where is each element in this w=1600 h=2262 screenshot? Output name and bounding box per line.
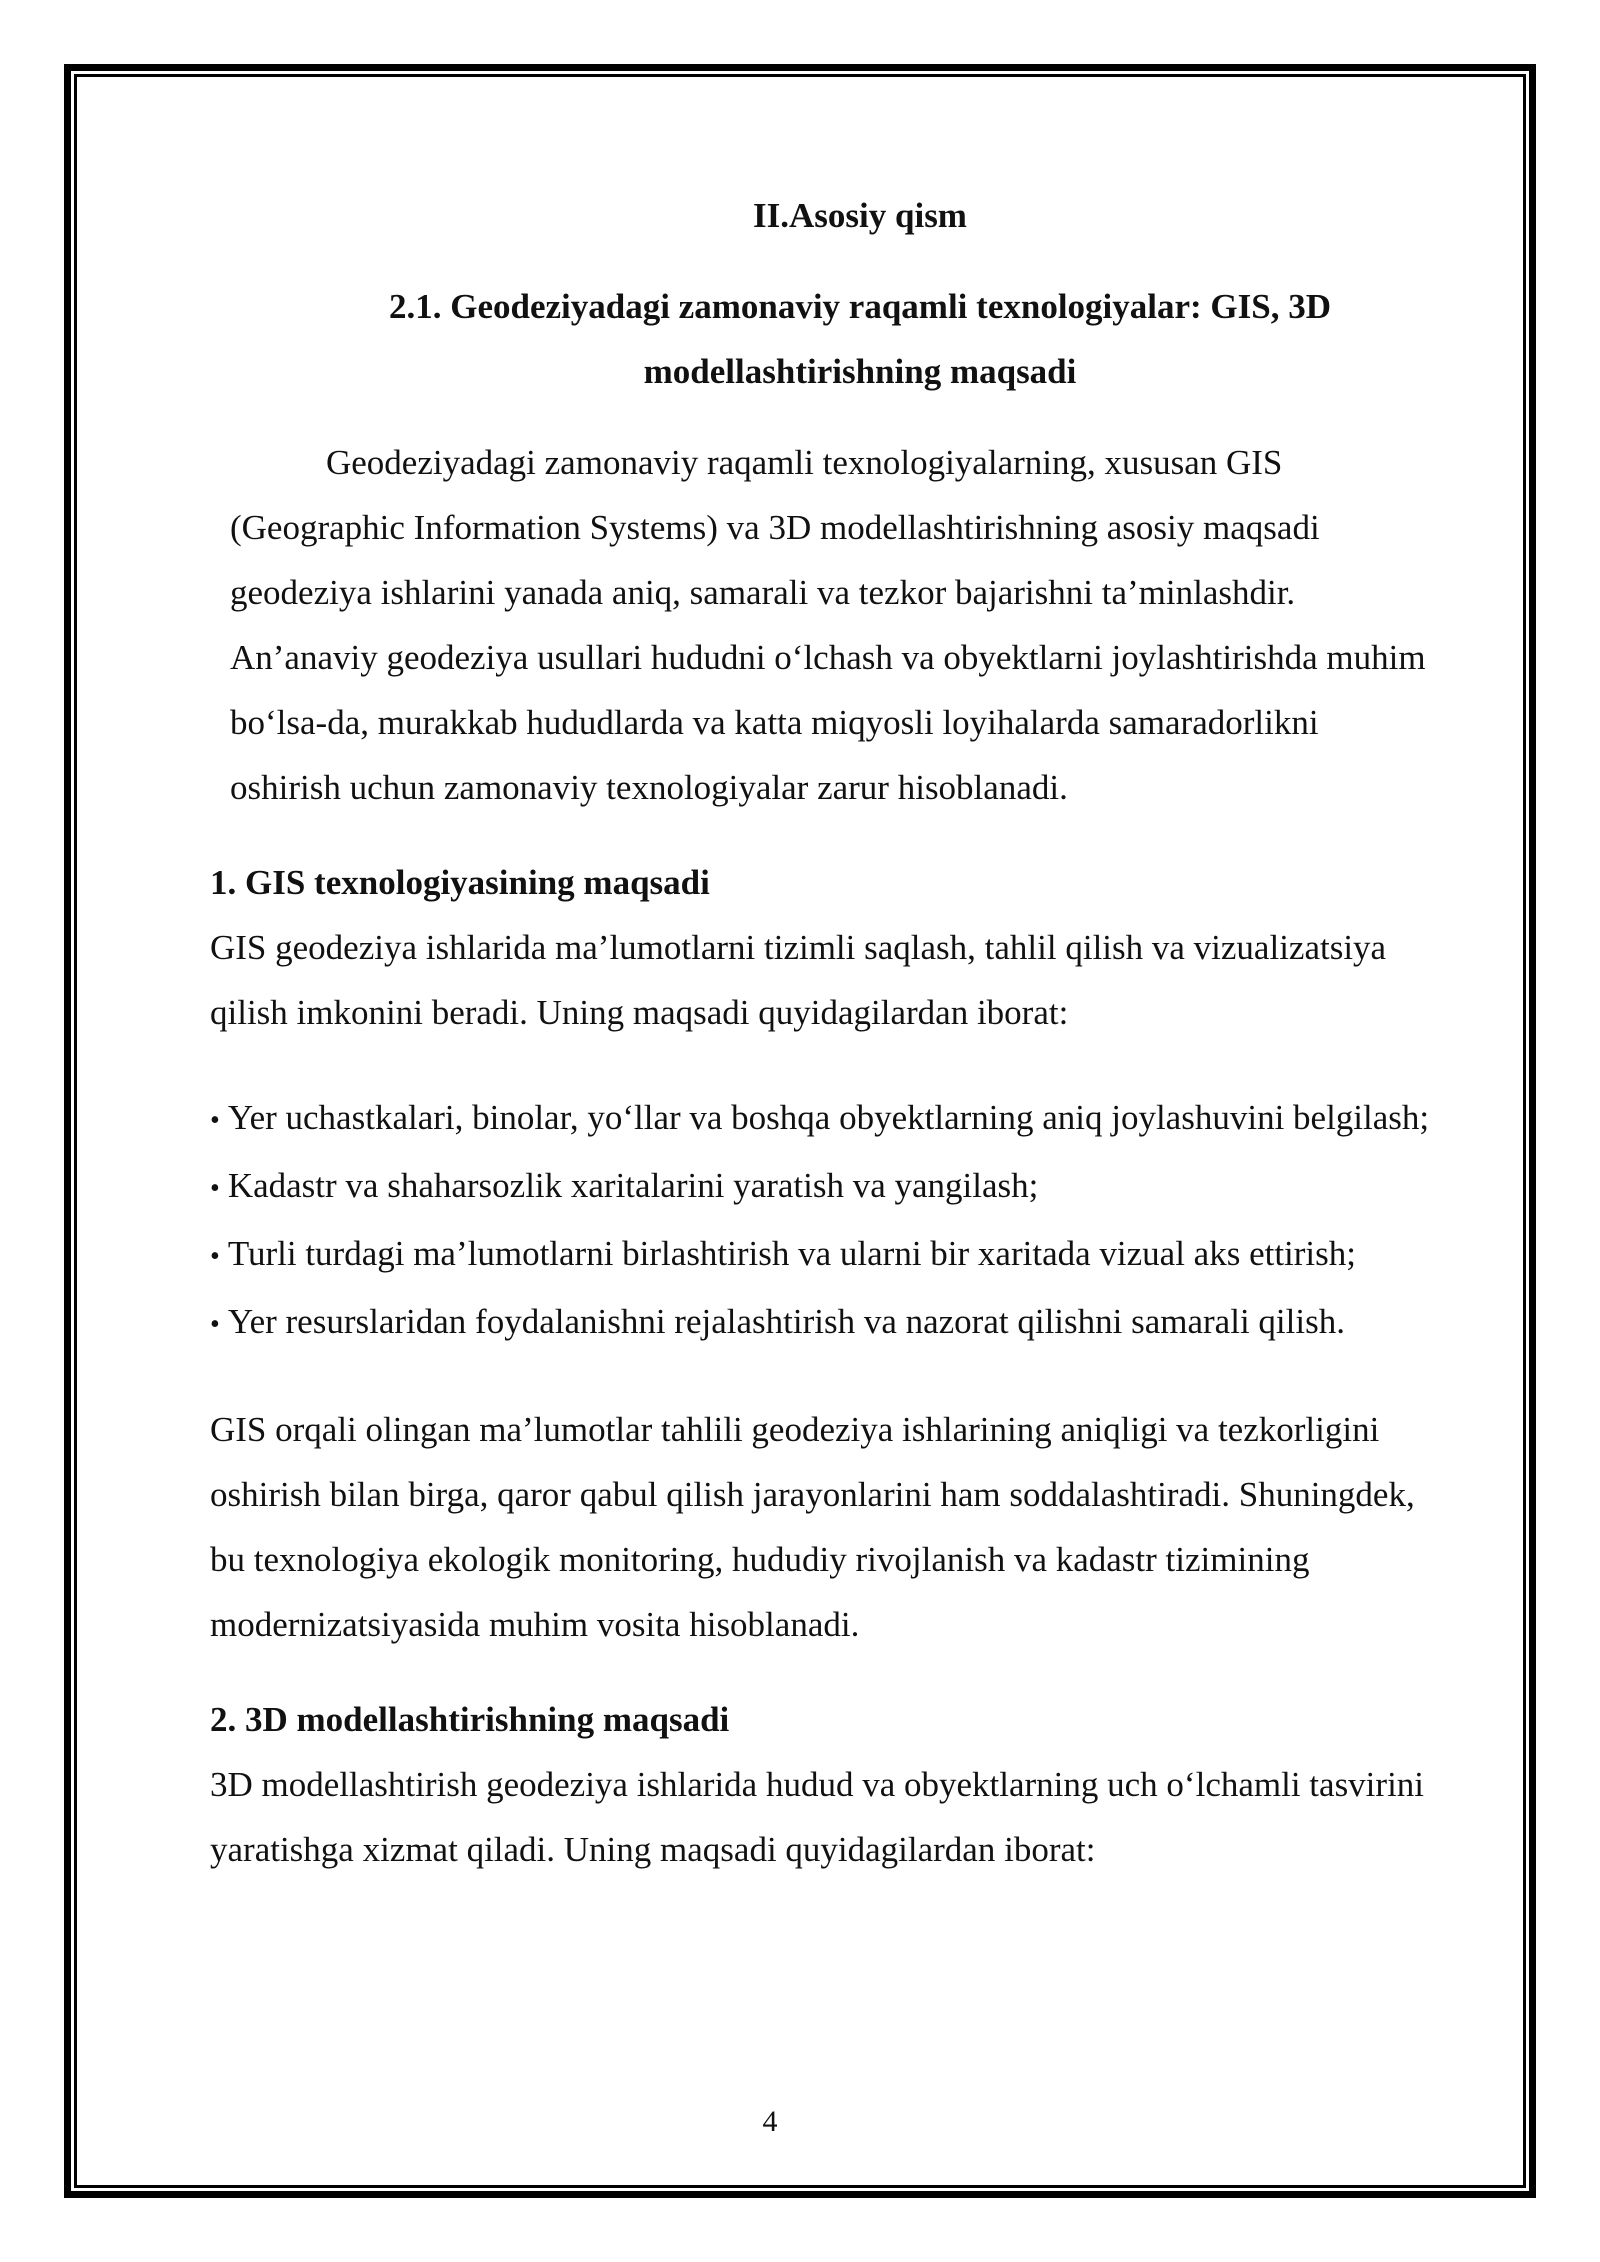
bullet-icon: • [210,1173,220,1204]
bullet-icon: • [210,1309,220,1340]
gis-conclusion-paragraph: GIS orqali olingan ma’lumotlar tahlili geodeziya ishlarining aniqligi va tezkorligini oshirish bilan birga, qaror qabul qilish jarayonlarini ham soddalashtiradi. Shuningdek, bu texnologiya ekologik monitoring, hududiy rivojlanish va kadastr tizimining modernizatsiyasida muhim vosita hisoblanadi. [210,1410,1415,1644]
gis-intro-paragraph: GIS geodeziya ishlarida ma’lumotlarni tizimli saqlash, tahlil qilish va vizualizatsiya qilish imkonini beradi. Uning maqsadi quyidagilardan iborat: [210,928,1387,1032]
list-item [210,1153,1430,1221]
modeling-heading: 2. 3D modellashtirishning maqsadi [210,1700,730,1739]
page-content [210,188,1430,1882]
list-item-text: Yer resurslaridan foydalanishni rejalashtirish va nazorat qilishni samarali qilish. [227,1302,1345,1341]
list-item [210,1289,1430,1357]
list-item [210,1221,1430,1289]
gis-bullet-list [210,1085,1430,1357]
subsection-title [210,274,1430,404]
intro-paragraph: Geodeziyadagi zamonaviy raqamli texnologiyalarning, xususan GIS (Geographic Information Systems) va 3D modellashtirishning asosiy maqsadi geodeziya ishlarini yanada aniq, samarali va tezkor bajarishni ta’minlashdir. An’anaviy geodeziya usullari hududni o‘lchash va obyektlarni joylashtirishda muhim bo‘lsa-da, murakkab hududlarda va katta miqyosli loyihalarda samaradorlikni oshirish uchun zamonaviy texnologiyalar zarur hisoblanadi. [230,443,1426,807]
modeling-intro-paragraph: 3D modellashtirish geodeziya ishlarida hudud va obyektlarning uch o‘lchamli tasvirini yaratishga xizmat qiladi. Uning maqsadi quyidagilardan iborat: [210,1765,1425,1869]
list-item-text: Yer uchastkalari, binolar, yo‘llar va boshqa obyektlarning aniq joylashuvini belgilash; [227,1098,1430,1137]
page-number: 4 [762,2105,778,2138]
list-item [210,1085,1430,1153]
section-title: II.Asosiy qism [753,196,967,235]
subsection-title-line1: 2.1. Geodeziyadagi zamonaviy raqamli texnologiyalar: GIS, 3D [388,287,1332,326]
bullet-icon: • [210,1105,220,1136]
gis-heading: 1. GIS texnologiyasining maqsadi [210,863,710,902]
subsection-title-line2: modellashtirishning maqsadi [643,352,1077,391]
list-item-text: Kadastr va shaharsozlik xaritalarini yaratish va yangilash; [227,1166,1039,1205]
bullet-icon: • [210,1241,220,1272]
list-item-text: Turli turdagi ma’lumotlarni birlashtirish va ularni bir xaritada vizual aks ettirish; [227,1234,1356,1273]
